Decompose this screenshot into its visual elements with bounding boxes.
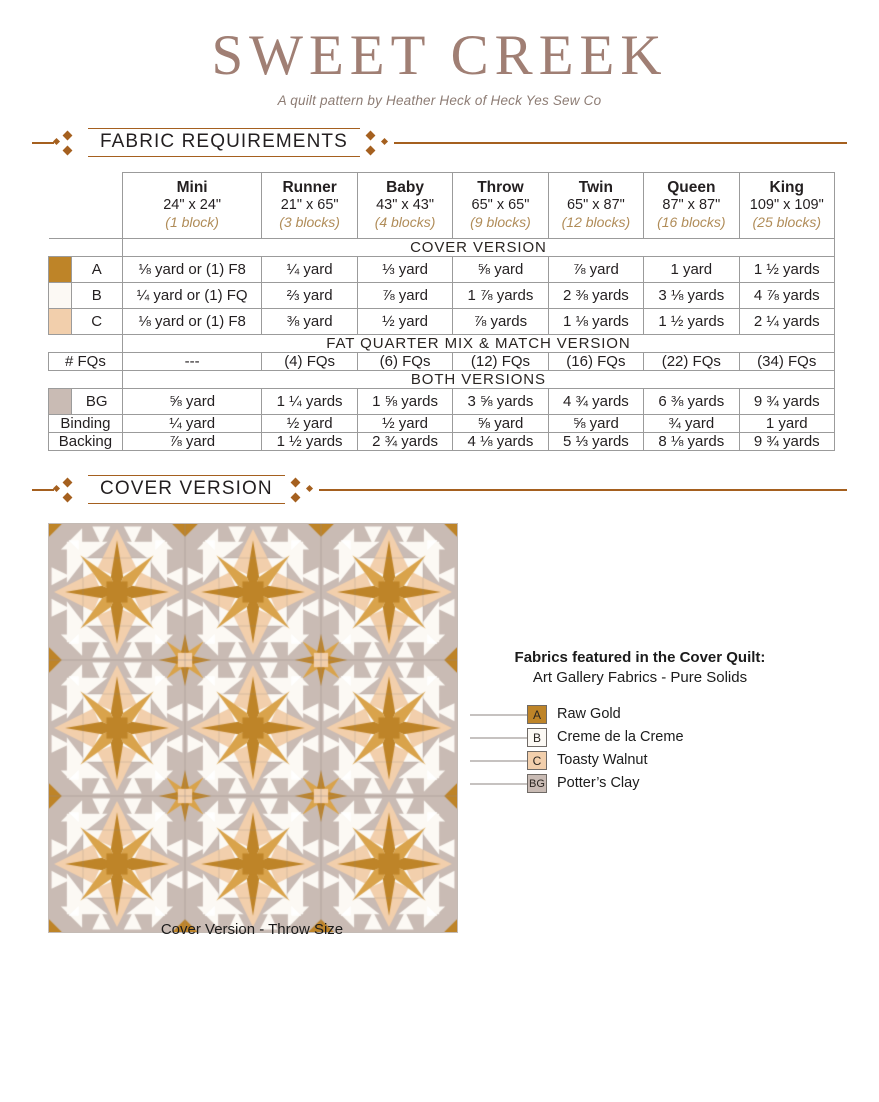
legend-swatch-bg: BG <box>527 774 547 793</box>
table-cell: (22) FQs <box>644 352 739 370</box>
cover-version-section <box>0 521 879 951</box>
legend-label: Raw Gold <box>557 706 621 723</box>
table-cell: ⅞ yards <box>453 308 548 334</box>
section-header-cover-version <box>32 473 847 507</box>
fabric-swatch-c <box>49 308 72 334</box>
size-dimensions: 109" x 109" <box>749 197 824 214</box>
diamond-ornament-left-icon <box>54 130 88 156</box>
legend-swatch-a: A <box>527 705 547 724</box>
size-name: Mini <box>176 178 208 196</box>
table-cell: ⅝ yard <box>453 256 548 282</box>
size-name: Queen <box>667 178 716 196</box>
table-cell: ¼ yard <box>122 414 262 432</box>
table-cell: ⅛ yard or (1) F8 <box>122 308 262 334</box>
table-cell: 1 ⅞ yards <box>453 282 548 308</box>
cover-caption: Cover Version - Throw Size <box>160 920 344 938</box>
section-title-fabric-requirements: FABRIC REQUIREMENTS <box>88 128 360 157</box>
table-cell: ⅛ yard or (1) F8 <box>122 256 262 282</box>
fabric-legend <box>470 649 870 795</box>
band-fat-quarter <box>49 334 835 352</box>
table-cell: 1 ¼ yards <box>262 388 357 414</box>
legend-subtitle: Art Gallery Fabrics - Pure Solids <box>532 668 748 686</box>
table-cell: ⅓ yard <box>357 256 452 282</box>
band-both-versions <box>49 370 835 388</box>
table-cell: 9 ¾ yards <box>739 388 834 414</box>
column-header-queen <box>644 172 739 238</box>
legend-swatch-c: C <box>527 751 547 770</box>
table-cell: 8 ⅛ yards <box>644 432 739 450</box>
fabric-swatch-bg <box>49 388 72 414</box>
table-cell: 5 ⅓ yards <box>548 432 643 450</box>
fabric-requirements-table <box>48 172 835 451</box>
row-label: # FQs <box>49 352 123 370</box>
table-cell: 2 ¾ yards <box>357 432 452 450</box>
table-cell: 1 ⅛ yards <box>548 308 643 334</box>
band-both-versions-label: BOTH VERSIONS <box>122 370 834 388</box>
size-dimensions: 87" x 87" <box>662 197 721 214</box>
band-cover-version-label: COVER VERSION <box>122 238 834 256</box>
size-blocks: (1 block) <box>165 214 219 231</box>
page-subtitle: A quilt pattern by Heather Heck of Heck Yes Sew Co <box>277 92 602 108</box>
table-cell: --- <box>122 352 262 370</box>
table-cell: ⅔ yard <box>262 282 357 308</box>
table-cell: ¼ yard <box>262 256 357 282</box>
size-dimensions: 65" x 65" <box>471 197 530 214</box>
table-row <box>49 308 835 334</box>
table-cell: ½ yard <box>262 414 357 432</box>
table-cell: 2 ¼ yards <box>739 308 834 334</box>
table-cell: 1 ½ yards <box>262 432 357 450</box>
band-fat-quarter-label: FAT QUARTER MIX & MATCH VERSION <box>122 334 834 352</box>
band-spacer <box>49 370 123 388</box>
table-cell: 4 ⅞ yards <box>739 282 834 308</box>
table-cell: ½ yard <box>357 308 452 334</box>
row-label: C <box>71 308 122 334</box>
size-name: Baby <box>386 178 424 196</box>
size-name: Throw <box>477 178 524 196</box>
leader-lines <box>470 703 590 803</box>
table-row <box>49 432 835 450</box>
fabric-swatch-b <box>49 282 72 308</box>
table-cell: 4 ¾ yards <box>548 388 643 414</box>
size-dimensions: 21" x 65" <box>280 197 339 214</box>
row-label: BG <box>71 388 122 414</box>
table-row <box>49 352 835 370</box>
column-header-baby <box>357 172 452 238</box>
size-name: King <box>769 178 804 196</box>
table-header-row <box>49 172 835 238</box>
table-row <box>49 414 835 432</box>
size-dimensions: 43" x 43" <box>376 197 434 214</box>
section-header-fabric-requirements <box>32 126 847 160</box>
legend-swatch-b: B <box>527 728 547 747</box>
table-cell: 2 ⅜ yards <box>548 282 643 308</box>
legend-title: Fabrics featured in the Cover Quilt: <box>514 648 766 666</box>
table-cell: 4 ⅛ yards <box>453 432 548 450</box>
row-label: B <box>71 282 122 308</box>
table-row <box>49 282 835 308</box>
table-cell: 1 yard <box>644 256 739 282</box>
table-cell: ⅞ yard <box>548 256 643 282</box>
table-cell: ⅞ yard <box>357 282 452 308</box>
legend-items <box>470 703 870 795</box>
table-cell: (6) FQs <box>357 352 452 370</box>
diamond-ornament-right-icon <box>285 477 319 503</box>
section-title-cover-version: COVER VERSION <box>88 475 285 504</box>
table-cell: (16) FQs <box>548 352 643 370</box>
table-cell: 9 ¾ yards <box>739 432 834 450</box>
size-name: Runner <box>282 178 337 196</box>
size-blocks: (4 blocks) <box>374 214 436 231</box>
table-cell: ⅞ yard <box>122 432 262 450</box>
table-row <box>49 388 835 414</box>
column-header-throw <box>453 172 548 238</box>
column-header-twin <box>548 172 643 238</box>
table-cell: 3 ⅛ yards <box>644 282 739 308</box>
table-cell: 1 yard <box>739 414 834 432</box>
size-dimensions: 24" x 24" <box>163 197 222 214</box>
table-cell: ⅝ yard <box>453 414 548 432</box>
table-cell: ⅜ yard <box>262 308 357 334</box>
legend-label: Potter’s Clay <box>557 775 640 792</box>
table-cell: ⅝ yard <box>548 414 643 432</box>
band-spacer <box>49 334 123 352</box>
quilt-preview-image <box>48 523 458 933</box>
table-cell: ¾ yard <box>644 414 739 432</box>
band-spacer <box>49 238 123 256</box>
fabric-requirements-table-wrap <box>48 172 835 451</box>
rule-left <box>32 489 54 491</box>
table-cell: 1 ⅝ yards <box>357 388 452 414</box>
size-dimensions: 65" x 87" <box>566 197 625 214</box>
size-blocks: (9 blocks) <box>470 214 531 231</box>
diamond-ornament-left-icon <box>54 477 88 503</box>
table-cell: 1 ½ yards <box>644 308 739 334</box>
table-row <box>49 256 835 282</box>
size-name: Twin <box>578 178 613 196</box>
legend-label: Creme de la Creme <box>557 729 684 746</box>
table-cell: (34) FQs <box>739 352 834 370</box>
rule-left <box>32 142 54 144</box>
table-cell: ½ yard <box>357 414 452 432</box>
size-blocks: (12 blocks) <box>561 214 631 231</box>
diamond-ornament-right-icon <box>360 130 394 156</box>
page-title: SWEET CREEK <box>211 24 668 87</box>
row-label: Backing <box>49 432 123 450</box>
fabric-swatch-a <box>49 256 72 282</box>
table-cell: 6 ⅜ yards <box>644 388 739 414</box>
document-header <box>0 0 879 108</box>
column-header-mini <box>122 172 262 238</box>
table-cell: (4) FQs <box>262 352 357 370</box>
row-label: A <box>71 256 122 282</box>
table-cell: 1 ½ yards <box>739 256 834 282</box>
table-cell: 3 ⅝ yards <box>453 388 548 414</box>
table-cell: (12) FQs <box>453 352 548 370</box>
band-cover-version <box>49 238 835 256</box>
size-blocks: (25 blocks) <box>752 214 821 231</box>
rule-right <box>319 489 847 491</box>
size-blocks: (16 blocks) <box>657 214 726 231</box>
column-header-king <box>739 172 834 238</box>
table-cell: ⅝ yard <box>122 388 262 414</box>
table-cell: ¼ yard or (1) FQ <box>122 282 262 308</box>
row-label: Binding <box>49 414 123 432</box>
size-blocks: (3 blocks) <box>279 214 340 231</box>
column-header-runner <box>262 172 357 238</box>
header-blank <box>49 172 123 238</box>
legend-label: Toasty Walnut <box>557 752 648 769</box>
rule-right <box>394 142 847 144</box>
